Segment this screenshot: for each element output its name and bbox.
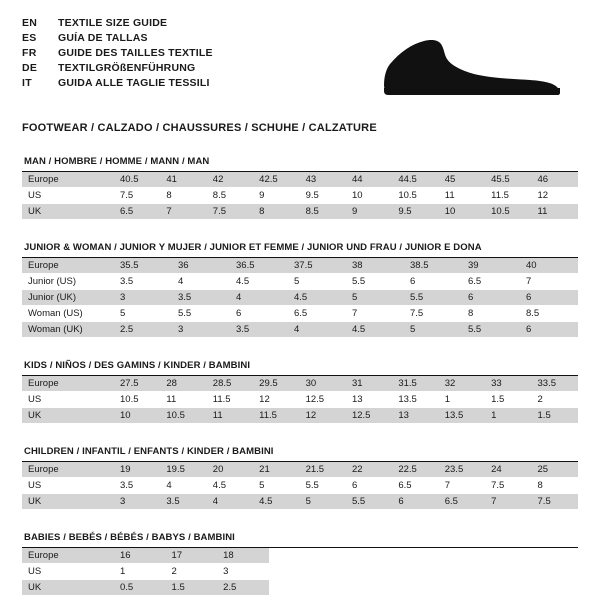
cell: 19.5 [160,462,206,478]
cell: 3 [217,564,269,580]
cell: 5.5 [346,494,392,510]
cell: 5 [288,274,346,290]
language-row [22,16,213,31]
cell: 28 [160,376,206,392]
table-row [22,172,578,188]
table-row [22,580,578,596]
cell-empty [320,548,372,564]
cell: 9 [346,204,392,220]
cell: 6.5 [288,306,346,322]
cell: 42.5 [253,172,299,188]
table-row [22,494,578,510]
cell: 19 [114,462,160,478]
cell-empty [269,548,321,564]
cell: 10.5 [114,392,160,408]
cell: 5.5 [172,306,230,322]
size-table-babies [22,548,578,596]
cell: 4.5 [288,290,346,306]
cell: 7 [346,306,404,322]
row-label: Europe [22,258,114,274]
cell: 2 [532,392,578,408]
table-row [22,258,578,274]
language-title-body [22,16,213,91]
size-block-junior-woman [22,242,578,338]
cell: 12.5 [346,408,392,424]
cell-empty [269,564,321,580]
cell: 10.5 [392,188,438,204]
cell: 6 [462,290,520,306]
cell: 3.5 [230,322,288,338]
block-title: CHILDREN / INFANTIL / ENFANTS / KINDER / BAMBINI [24,446,274,457]
cell-empty [475,548,527,564]
cell: 5.5 [462,322,520,338]
category-title: FOOTWEAR / CALZADO / CHAUSSURES / SCHUHE / CALZATURE [22,122,377,134]
size-block-children [22,446,578,510]
cell: 1 [114,564,166,580]
cell: 8 [160,188,206,204]
cell: 13.5 [439,408,485,424]
language-title: GUIDE DES TAILLES TEXTILE [58,47,213,59]
row-label: US [22,188,114,204]
table-row [22,548,578,564]
cell: 2 [166,564,218,580]
cell: 8.5 [207,188,253,204]
cell: 18 [217,548,269,564]
cell: 33.5 [532,376,578,392]
cell: 4 [207,494,253,510]
cell: 36 [172,258,230,274]
cell: 32 [439,376,485,392]
language-code: ES [22,32,37,44]
cell: 8 [532,478,578,494]
size-table-children [22,462,578,510]
cell: 40.5 [114,172,160,188]
row-label: US [22,392,114,408]
table-row [22,204,578,220]
cell: 6 [230,306,288,322]
cell: 28.5 [207,376,253,392]
cell-empty [372,548,424,564]
cell: 4 [172,274,230,290]
cell: 7.5 [485,478,531,494]
block-title: KIDS / NIÑOS / DES GAMINS / KINDER / BAMBINI [24,360,251,371]
cell: 16 [114,548,166,564]
cell: 7 [439,478,485,494]
cell: 17 [166,548,218,564]
cell: 38 [346,258,404,274]
cell: 8.5 [520,306,578,322]
cell: 42 [207,172,253,188]
row-label: UK [22,580,114,596]
table-row [22,274,578,290]
page-header [22,16,578,106]
row-label: Europe [22,172,114,188]
cell: 11 [207,408,253,424]
table-row [22,322,578,338]
language-code: EN [22,17,38,29]
cell: 11.5 [253,408,299,424]
cell: 22.5 [392,462,438,478]
cell: 30 [300,376,346,392]
row-label: UK [22,408,114,424]
language-code: IT [22,77,32,89]
size-block-kids [22,360,578,424]
cell: 45.5 [485,172,531,188]
cell: 6.5 [439,494,485,510]
cell: 9 [253,188,299,204]
cell: 5 [404,322,462,338]
cell: 2.5 [217,580,269,596]
block-title: BABIES / BEBÉS / BÉBÉS / BABYS / BAMBINI [24,532,235,543]
cell: 10 [346,188,392,204]
cell-empty [320,580,372,596]
language-title-list [22,16,213,91]
cell: 39 [462,258,520,274]
cell: 9.5 [392,204,438,220]
cell: 31 [346,376,392,392]
row-label: Junior (UK) [22,290,114,306]
row-label: US [22,478,114,494]
cell: 11.5 [207,392,253,408]
cell: 29.5 [253,376,299,392]
cell: 9.5 [300,188,346,204]
language-title: TEXTILE SIZE GUIDE [58,17,168,29]
table-row [22,478,578,494]
cell: 7.5 [404,306,462,322]
row-label: Woman (UK) [22,322,114,338]
cell: 44 [346,172,392,188]
cell: 11 [160,392,206,408]
cell: 5 [300,494,346,510]
cell-empty [475,580,527,596]
cell: 13 [392,408,438,424]
cell: 11.5 [485,188,531,204]
cell: 8.5 [300,204,346,220]
cell: 10 [439,204,485,220]
cell: 11 [532,204,578,220]
cell: 7 [160,204,206,220]
cell: 12 [300,408,346,424]
cell: 5 [114,306,172,322]
cell: 6 [404,274,462,290]
cell: 12.5 [300,392,346,408]
cell: 13.5 [392,392,438,408]
cell-empty [372,580,424,596]
cell: 2.5 [114,322,172,338]
cell: 8 [462,306,520,322]
size-table-kids [22,376,578,424]
cell: 27.5 [114,376,160,392]
language-row [22,76,213,91]
cell: 5 [346,290,404,306]
cell: 45 [439,172,485,188]
cell: 3.5 [114,478,160,494]
cell: 4 [288,322,346,338]
cell: 4.5 [230,274,288,290]
row-label: Junior (US) [22,274,114,290]
cell: 23.5 [439,462,485,478]
cell: 3.5 [114,274,172,290]
cell: 5.5 [346,274,404,290]
cell: 5.5 [300,478,346,494]
cell: 6 [392,494,438,510]
block-title: MAN / HOMBRE / HOMME / MANN / MAN [24,156,210,167]
language-title: GUÍA DE TALLAS [58,32,148,44]
cell: 4 [230,290,288,306]
row-label: Europe [22,376,114,392]
cell: 41 [160,172,206,188]
cell-empty [423,548,475,564]
cell: 1.5 [532,408,578,424]
cell: 7.5 [532,494,578,510]
cell: 46 [532,172,578,188]
table-row [22,408,578,424]
cell: 44.5 [392,172,438,188]
cell: 3.5 [160,494,206,510]
cell-empty [423,580,475,596]
size-block-man [22,156,578,220]
language-title: TEXTILGRÖßENFÜHRUNG [58,62,196,74]
cell: 6.5 [392,478,438,494]
cell: 31.5 [392,376,438,392]
cell: 6 [520,322,578,338]
cell-empty [320,564,372,580]
cell: 10.5 [485,204,531,220]
row-label: UK [22,494,114,510]
cell: 43 [300,172,346,188]
cell: 3 [114,494,160,510]
table-row [22,188,578,204]
cell: 7.5 [207,204,253,220]
size-table-man [22,172,578,220]
cell-empty [423,564,475,580]
cell: 5 [253,478,299,494]
size-block-babies [22,532,578,596]
cell: 4 [160,478,206,494]
cell: 33 [485,376,531,392]
table-row [22,564,578,580]
row-label: Europe [22,462,114,478]
table-row [22,290,578,306]
cell: 1.5 [166,580,218,596]
cell: 1 [439,392,485,408]
cell: 3.5 [172,290,230,306]
cell: 38.5 [404,258,462,274]
table-row [22,392,578,408]
cell: 37.5 [288,258,346,274]
cell: 20 [207,462,253,478]
row-label: UK [22,204,114,220]
cell-empty [526,580,578,596]
cell: 1 [485,408,531,424]
cell: 12 [532,188,578,204]
language-row [22,31,213,46]
cell: 4.5 [207,478,253,494]
cell: 6 [346,478,392,494]
cell: 7 [520,274,578,290]
cell: 13 [346,392,392,408]
cell-empty [526,548,578,564]
table-row [22,462,578,478]
cell: 7 [485,494,531,510]
dress-shoe-icon [378,30,568,100]
cell: 10 [114,408,160,424]
cell: 8 [253,204,299,220]
row-label: Europe [22,548,114,564]
cell: 7.5 [114,188,160,204]
cell: 21.5 [300,462,346,478]
cell: 6 [520,290,578,306]
cell: 4.5 [346,322,404,338]
cell: 3 [172,322,230,338]
cell: 36.5 [230,258,288,274]
cell: 1.5 [485,392,531,408]
cell-empty [526,564,578,580]
language-code: DE [22,62,38,74]
cell: 6.5 [114,204,160,220]
cell: 11 [439,188,485,204]
row-label: Woman (US) [22,306,114,322]
cell: 12 [253,392,299,408]
language-title: GUIDA ALLE TAGLIE TESSILI [58,77,210,89]
row-label: US [22,564,114,580]
size-table-junior-woman [22,258,578,338]
cell: 6.5 [462,274,520,290]
cell: 3 [114,290,172,306]
cell: 24 [485,462,531,478]
cell: 25 [532,462,578,478]
language-row [22,46,213,61]
cell: 35.5 [114,258,172,274]
cell-empty [372,564,424,580]
table-row [22,306,578,322]
cell: 4.5 [253,494,299,510]
cell-empty [475,564,527,580]
cell: 21 [253,462,299,478]
table-row [22,376,578,392]
cell: 0.5 [114,580,166,596]
cell: 22 [346,462,392,478]
language-row [22,61,213,76]
cell: 5.5 [404,290,462,306]
cell-empty [269,580,321,596]
language-code: FR [22,47,37,59]
cell: 40 [520,258,578,274]
cell: 10.5 [160,408,206,424]
block-title: JUNIOR & WOMAN / JUNIOR Y MUJER / JUNIOR ET FEMME / JUNIOR UND FRAU / JUNIOR E DONA [24,242,482,253]
